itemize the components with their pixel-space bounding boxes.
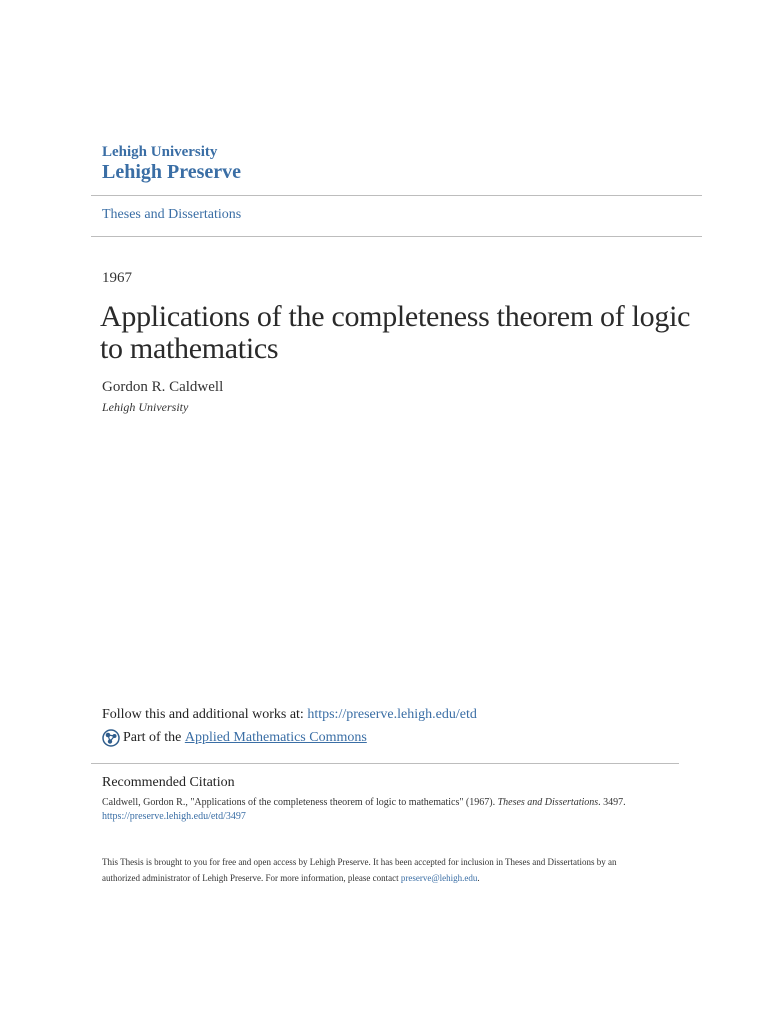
repository-name[interactable]: Lehigh Preserve xyxy=(102,161,242,183)
citation-number: . 3497. xyxy=(598,797,626,808)
citation-heading: Recommended Citation xyxy=(102,775,235,790)
contact-email-link[interactable]: preserve@lehigh.edu xyxy=(400,873,478,883)
follow-line xyxy=(102,707,477,723)
author-name: Gordon R. Caldwell xyxy=(102,379,224,395)
footer-line-2 xyxy=(102,873,480,883)
publication-year: 1967 xyxy=(102,270,132,286)
author-affiliation: Lehigh University xyxy=(102,400,189,414)
footer-line-2-prefix: authorized administrator of Lehigh Preserve. For more information, please contact xyxy=(102,873,401,883)
divider-citation xyxy=(91,763,679,764)
document-title: Applications of the completeness theorem of logic to mathematics xyxy=(100,300,691,365)
footer-line-1: This Thesis is brought to you for free and open access by Lehigh Preserve. It has been accepted for inclusion in Theses and Dissertations by an xyxy=(102,857,617,867)
part-of-line xyxy=(102,729,367,747)
divider-top xyxy=(91,195,702,196)
part-of-prefix: Part of the xyxy=(123,730,185,745)
follow-prefix: Follow this and additional works at: xyxy=(102,707,308,722)
university-name: Lehigh University xyxy=(102,144,218,160)
citation-body: Caldwell, Gordon R., "Applications of the completeness theorem of logic to mathematics" (1967). xyxy=(102,797,498,808)
commons-network-icon xyxy=(102,729,120,747)
divider-second xyxy=(91,236,702,237)
commons-link[interactable]: Applied Mathematics Commons xyxy=(184,730,367,745)
citation-series: Theses and Dissertations xyxy=(497,797,599,808)
footer-line-2-suffix: . xyxy=(477,873,480,883)
citation-text xyxy=(102,797,626,808)
etd-link[interactable]: https://preserve.lehigh.edu/etd xyxy=(307,707,477,722)
collection-link[interactable]: Theses and Dissertations xyxy=(102,207,242,222)
citation-url-link[interactable]: https://preserve.lehigh.edu/etd/3497 xyxy=(102,811,246,822)
